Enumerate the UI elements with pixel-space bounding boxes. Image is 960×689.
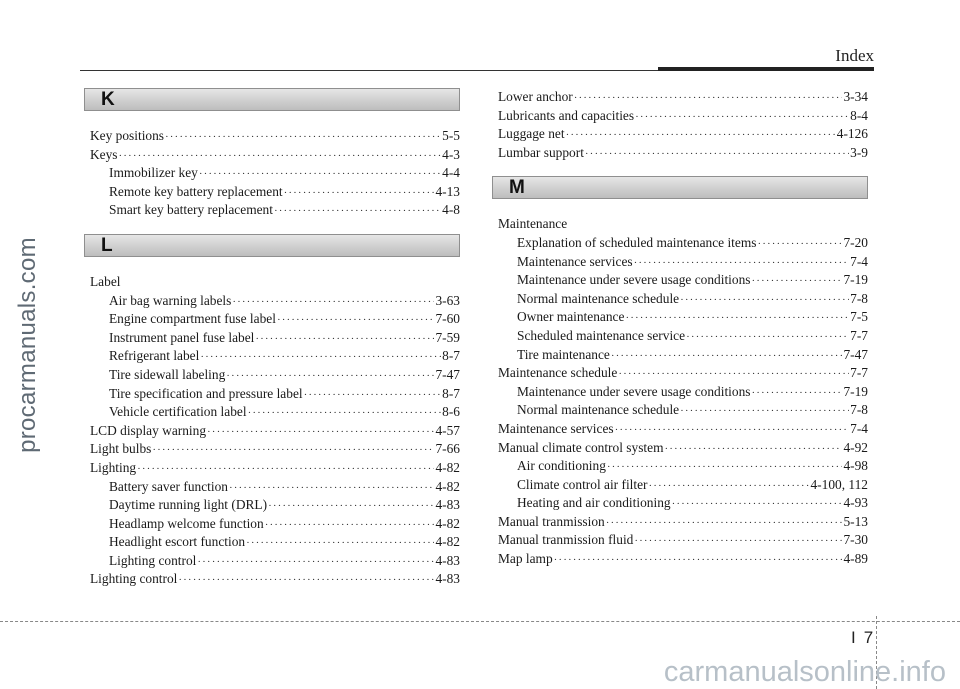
entry-term: Maintenance schedule bbox=[498, 365, 618, 381]
entry-page-ref: 7-30 bbox=[843, 532, 868, 548]
entry-page-ref: 4-82 bbox=[435, 459, 460, 475]
index-entry bbox=[498, 420, 868, 439]
index-entry-list bbox=[498, 88, 868, 162]
section-header-m: M bbox=[492, 176, 868, 199]
entry-page-ref: 7-59 bbox=[435, 329, 460, 345]
index-entry bbox=[498, 107, 868, 126]
side-watermark-text: procarmanuals.com bbox=[14, 236, 42, 453]
index-entry-list bbox=[498, 215, 868, 568]
index-subentry bbox=[498, 346, 868, 365]
entry-page-ref: 7-47 bbox=[843, 346, 868, 362]
entry-page-ref: 7-8 bbox=[850, 402, 868, 418]
dot-leader bbox=[649, 477, 810, 496]
entry-term: Headlight escort function bbox=[109, 534, 246, 550]
dot-leader bbox=[200, 348, 441, 367]
index-entry bbox=[90, 570, 460, 589]
dot-leader bbox=[635, 108, 849, 127]
entry-term: Daytime running light (DRL) bbox=[109, 497, 268, 513]
entry-page-ref: 4-98 bbox=[843, 458, 868, 474]
index-subentry bbox=[90, 385, 460, 404]
page-number-value: 7 bbox=[863, 628, 874, 647]
index-entry bbox=[498, 88, 868, 107]
dot-leader bbox=[618, 365, 849, 384]
index-subentry bbox=[498, 476, 868, 495]
entry-term: Refrigerant label bbox=[109, 348, 200, 364]
entry-page-ref: 8-7 bbox=[442, 385, 460, 401]
entry-page-ref: 7-60 bbox=[435, 311, 460, 327]
dot-leader bbox=[165, 128, 441, 147]
index-entry bbox=[498, 439, 868, 458]
entry-page-ref: 7-7 bbox=[850, 327, 868, 343]
section-header-l: L bbox=[84, 234, 460, 257]
entry-term: Luggage net bbox=[498, 126, 565, 142]
entry-page-ref: 8-4 bbox=[850, 107, 868, 123]
dot-leader bbox=[137, 460, 434, 479]
entry-term: Key positions bbox=[90, 128, 165, 143]
dot-leader bbox=[207, 423, 434, 442]
entry-page-ref: 4-57 bbox=[435, 422, 460, 438]
dot-leader bbox=[178, 571, 434, 590]
entry-term: Normal maintenance schedule bbox=[517, 290, 680, 306]
entry-page-ref: 4-82 bbox=[435, 515, 460, 531]
entry-page-ref: 7-8 bbox=[850, 290, 868, 306]
entry-page-ref: 4-83 bbox=[435, 552, 460, 568]
index-subentry bbox=[498, 327, 868, 346]
dot-leader bbox=[611, 347, 843, 366]
entry-page-ref: 4-83 bbox=[435, 571, 460, 587]
page-section-letter: I bbox=[851, 628, 856, 647]
entry-term: Light bulbs bbox=[90, 441, 152, 457]
entry-page-ref: 7-4 bbox=[850, 420, 868, 436]
entry-term: Instrument panel fuse label bbox=[109, 329, 255, 345]
dot-leader bbox=[686, 328, 849, 347]
entry-term: Lighting bbox=[90, 459, 137, 475]
index-subentry bbox=[90, 403, 460, 422]
entry-page-ref: 7-47 bbox=[435, 366, 460, 382]
entry-page-ref: 7-19 bbox=[843, 383, 868, 399]
dot-leader bbox=[277, 311, 435, 330]
index-subentry bbox=[498, 494, 868, 513]
entry-term: Manual climate control system bbox=[498, 439, 664, 455]
dot-leader bbox=[574, 89, 843, 108]
index-subentry bbox=[498, 253, 868, 272]
index-entry bbox=[498, 531, 868, 550]
dot-leader bbox=[199, 165, 441, 184]
entry-page-ref: 3-9 bbox=[850, 144, 868, 160]
index-entry-list bbox=[90, 127, 460, 220]
index-subentry bbox=[90, 515, 460, 534]
entry-page-ref: 8-7 bbox=[442, 348, 460, 364]
entry-term: Owner maintenance bbox=[517, 309, 625, 325]
entry-term: Map lamp bbox=[498, 551, 553, 567]
dot-leader bbox=[566, 126, 836, 145]
footer-rule bbox=[0, 621, 960, 622]
index-subentry bbox=[90, 552, 460, 571]
entry-page-ref: 7-20 bbox=[843, 234, 868, 250]
dot-leader bbox=[304, 386, 442, 405]
dot-leader bbox=[672, 495, 843, 514]
entry-term: Scheduled maintenance service bbox=[517, 327, 686, 343]
entry-page-ref: 3-63 bbox=[435, 292, 460, 308]
entry-term: Smart key battery replacement bbox=[109, 202, 273, 218]
entry-term: Normal maintenance schedule bbox=[517, 402, 680, 418]
index-entry bbox=[90, 440, 460, 459]
entry-term: Engine compartment fuse label bbox=[109, 311, 276, 327]
entry-page-ref: 4-93 bbox=[843, 495, 868, 511]
entry-page-ref: 7-66 bbox=[435, 441, 460, 457]
right-index-column bbox=[498, 88, 868, 569]
index-entry bbox=[90, 146, 460, 165]
entry-term: Label bbox=[90, 273, 121, 289]
entry-page-ref: 4-82 bbox=[435, 534, 460, 550]
dot-leader bbox=[255, 330, 434, 349]
dot-leader bbox=[152, 441, 434, 460]
entry-term: Vehicle certification label bbox=[109, 404, 247, 420]
entry-page-ref: 3-34 bbox=[843, 89, 868, 104]
page-number bbox=[851, 628, 873, 648]
entry-term: Immobilizer key bbox=[109, 165, 198, 181]
entry-term: Heating and air conditioning bbox=[517, 495, 671, 511]
page-header-title: Index bbox=[835, 46, 874, 65]
dot-leader bbox=[634, 254, 850, 273]
index-entry bbox=[90, 422, 460, 441]
index-entry bbox=[498, 125, 868, 144]
entry-page-ref: 4-126 bbox=[836, 126, 868, 142]
entry-term: Headlamp welcome function bbox=[109, 515, 264, 531]
index-entry bbox=[498, 144, 868, 163]
dot-leader bbox=[274, 202, 441, 221]
index-entry bbox=[90, 127, 460, 146]
entry-term: Maintenance services bbox=[517, 253, 633, 269]
entry-page-ref: 4-82 bbox=[435, 478, 460, 494]
entry-term: Lighting control bbox=[90, 571, 178, 587]
entry-term: LCD display warning bbox=[90, 422, 207, 438]
entry-term: Battery saver function bbox=[109, 478, 228, 494]
left-index-column bbox=[90, 88, 460, 589]
index-subentry bbox=[90, 164, 460, 183]
index-subentry bbox=[498, 290, 868, 309]
dot-leader bbox=[625, 309, 849, 328]
index-subentry bbox=[90, 496, 460, 515]
dot-leader bbox=[554, 551, 843, 570]
entry-page-ref: 7-5 bbox=[850, 309, 868, 325]
entry-page-ref: 5-13 bbox=[843, 513, 868, 529]
entry-term: Explanation of scheduled maintenance items bbox=[517, 234, 757, 250]
bottom-watermark-text: carmanualsonline.info bbox=[663, 656, 946, 688]
index-subentry bbox=[90, 183, 460, 202]
dot-leader bbox=[268, 497, 434, 516]
dot-leader bbox=[752, 272, 843, 291]
index-entry bbox=[498, 364, 868, 383]
dot-leader bbox=[232, 293, 434, 312]
dot-leader bbox=[229, 479, 434, 498]
entry-term: Manual tranmission fluid bbox=[498, 532, 634, 548]
entry-page-ref: 4-4 bbox=[442, 165, 460, 181]
index-subentry bbox=[90, 292, 460, 311]
index-entry bbox=[90, 459, 460, 478]
entry-page-ref: 4-100, 112 bbox=[810, 476, 868, 492]
index-subentry bbox=[498, 457, 868, 476]
dot-leader bbox=[197, 553, 434, 572]
dot-leader bbox=[752, 384, 843, 403]
entry-page-ref: 8-6 bbox=[442, 404, 460, 420]
entry-page-ref: 4-3 bbox=[442, 146, 460, 162]
index-entry-list bbox=[90, 273, 460, 589]
index-entry bbox=[90, 273, 460, 292]
dot-leader bbox=[265, 516, 435, 535]
entry-term: Air bag warning labels bbox=[109, 292, 232, 308]
index-subentry bbox=[498, 401, 868, 420]
dot-leader bbox=[680, 402, 849, 421]
index-subentry bbox=[498, 271, 868, 290]
entry-term: Lighting control bbox=[109, 552, 197, 568]
header-rule-accent bbox=[658, 67, 874, 71]
entry-term: Tire maintenance bbox=[517, 346, 610, 362]
index-subentry bbox=[498, 234, 868, 253]
section-header-k: K bbox=[84, 88, 460, 111]
entry-page-ref: 4-83 bbox=[435, 497, 460, 513]
entry-term: Lubricants and capacities bbox=[498, 107, 635, 123]
entry-page-ref: 7-7 bbox=[850, 365, 868, 381]
entry-term: Remote key battery replacement bbox=[109, 183, 283, 199]
dot-leader bbox=[680, 291, 849, 310]
side-watermark bbox=[8, 0, 48, 689]
index-entry bbox=[498, 513, 868, 532]
entry-term: Tire sidewall labeling bbox=[109, 366, 226, 382]
index-entry bbox=[498, 215, 868, 234]
dot-leader bbox=[664, 440, 842, 459]
entry-page-ref: 5-5 bbox=[442, 128, 460, 143]
dot-leader bbox=[248, 404, 442, 423]
dot-leader bbox=[585, 145, 849, 164]
entry-term: Maintenance under severe usage conditions bbox=[517, 383, 751, 399]
index-subentry bbox=[90, 329, 460, 348]
dot-leader bbox=[119, 147, 442, 166]
entry-page-ref: 7-4 bbox=[850, 253, 868, 269]
entry-term: Tire specification and pressure label bbox=[109, 385, 303, 401]
bottom-watermark bbox=[664, 656, 946, 689]
entry-term: Lower anchor bbox=[498, 89, 573, 104]
dot-leader bbox=[606, 514, 843, 533]
entry-page-ref: 7-19 bbox=[843, 272, 868, 288]
dot-leader bbox=[226, 367, 434, 386]
entry-term: Maintenance services bbox=[498, 420, 614, 436]
index-subentry bbox=[498, 308, 868, 327]
dot-leader bbox=[607, 458, 843, 477]
dot-leader bbox=[246, 534, 434, 553]
dot-leader bbox=[634, 532, 842, 551]
dot-leader bbox=[284, 184, 435, 203]
entry-term: Maintenance bbox=[498, 216, 568, 232]
index-subentry bbox=[90, 347, 460, 366]
entry-term: Maintenance under severe usage conditions bbox=[517, 272, 751, 288]
index-entry bbox=[498, 550, 868, 569]
entry-term: Air conditioning bbox=[517, 458, 606, 474]
entry-term: Lumbar support bbox=[498, 144, 584, 160]
entry-page-ref: 4-92 bbox=[843, 439, 868, 455]
entry-page-ref: 4-89 bbox=[843, 551, 868, 567]
entry-page-ref: 4-8 bbox=[442, 202, 460, 218]
dot-leader bbox=[615, 421, 850, 440]
index-subentry bbox=[90, 533, 460, 552]
entry-page-ref: 4-13 bbox=[435, 183, 460, 199]
entry-term: Manual tranmission bbox=[498, 513, 605, 529]
entry-term: Keys bbox=[90, 146, 118, 162]
index-subentry bbox=[90, 366, 460, 385]
index-subentry bbox=[90, 310, 460, 329]
dot-leader bbox=[757, 235, 842, 254]
entry-term: Climate control air filter bbox=[517, 476, 648, 492]
index-subentry bbox=[90, 478, 460, 497]
index-subentry bbox=[90, 201, 460, 220]
index-subentry bbox=[498, 383, 868, 402]
